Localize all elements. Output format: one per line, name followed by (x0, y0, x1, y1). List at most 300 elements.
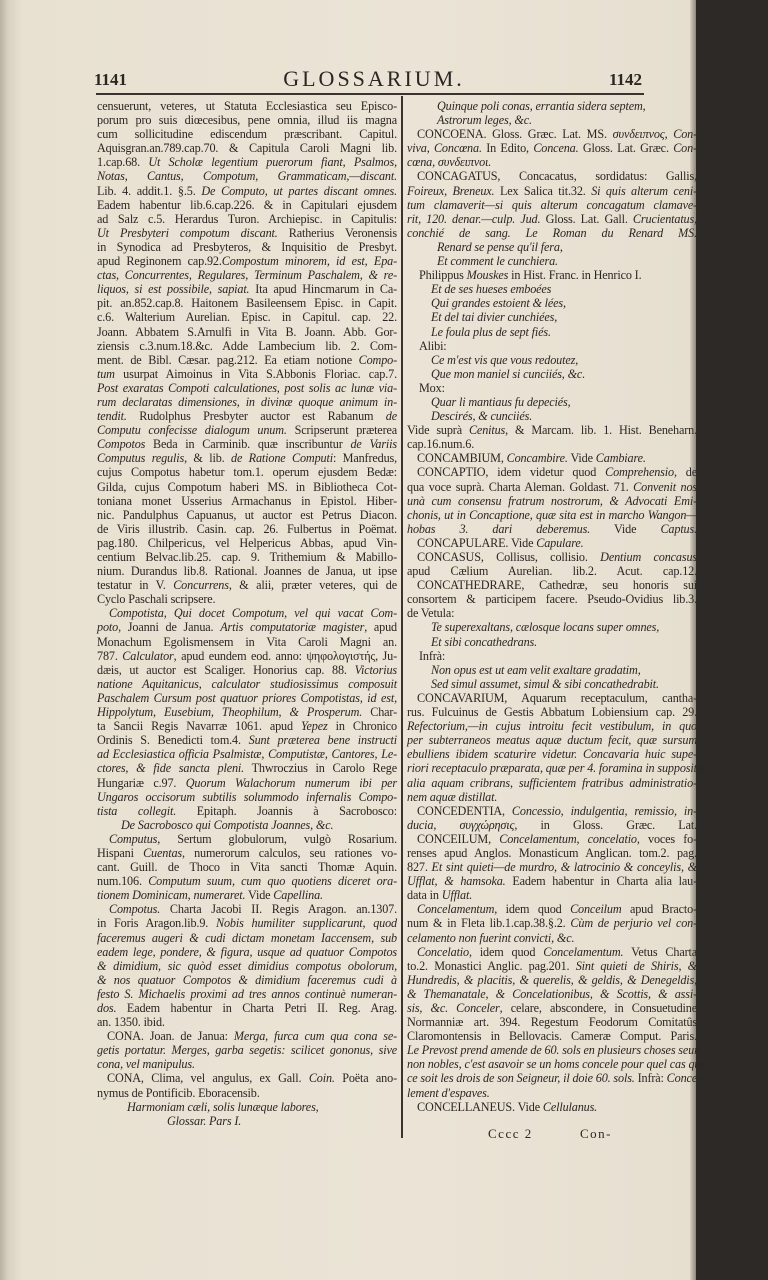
italic-text: ad Ecclesiastica officia Psalmistæ, Computistæ, Cantores, Le- (97, 747, 397, 762)
text-line (97, 1114, 397, 1128)
roman-text: Mox: (419, 380, 445, 395)
roman-text: , idem quod (468, 944, 544, 959)
text-line (97, 973, 397, 987)
text-line (407, 99, 697, 113)
text-line (97, 254, 397, 268)
italic-text: Concessio, indulgentia, remissio, in- (511, 803, 697, 818)
italic-text: unà cum consensu fratrum nostrorum, & Advocati Emi- (407, 493, 697, 508)
text-line (97, 409, 397, 423)
italic-text: chonis, ut in Concaptione, quæ sita est in marcho Wangon— (407, 507, 697, 522)
roman-text: Vide (590, 521, 661, 536)
italic-text: tendit. (97, 409, 127, 424)
text-line (407, 141, 697, 155)
text-line (407, 254, 697, 268)
text-line (97, 719, 397, 733)
italic-text: Notas, Cantus, Compotum, Grammaticam,—discant. (97, 169, 397, 184)
italic-text: De Sacrobosco qui Compotista Joannes, &c. (121, 817, 334, 832)
roman-text: Lex Salica tit.32. (494, 183, 592, 198)
roman-text: Lib. 4. addit.1. §.5. (97, 183, 202, 198)
italic-text: festo S. Michaelis proximi ad tres annos continuè numeran- (97, 986, 397, 1001)
text-line (97, 325, 397, 339)
roman-text: CONCATHEDRARE, Cathedræ, seu honoris sui (417, 578, 697, 593)
italic-text: Con- (673, 141, 697, 156)
text-line (97, 564, 397, 578)
text-line (97, 677, 397, 691)
text-line (97, 620, 397, 634)
roman-text: , & lib. (184, 451, 232, 466)
text-line (407, 804, 697, 818)
text-line (97, 1015, 397, 1029)
text-line (407, 691, 697, 705)
italic-text: Hundredis, & placitis, & querelis, & geldis, & Denegeldis, (407, 972, 697, 987)
roman-text: in Hist. Franc. in Henrico I. (508, 268, 642, 283)
italic-text: Glossar. Pars I. (167, 1113, 242, 1128)
italic-text: Mouskes (466, 268, 509, 283)
text-line (97, 578, 397, 592)
text-line (407, 113, 697, 127)
roman-text: de Viris illustrib. Casin. cap. 26. Fulbertus in Poëmat. (97, 521, 397, 536)
roman-text: Hispani (97, 845, 144, 860)
roman-text: ment. de Bibl. Cæsar. pag.212. Ea etiam notione (97, 352, 359, 367)
roman-text: apud Cælium Aurelian. lib.2. Acut. cap.12. (407, 564, 697, 579)
text-line (407, 226, 697, 240)
text-line (97, 987, 397, 1001)
text-line (97, 367, 397, 381)
right-column (407, 99, 706, 1114)
italic-text: Concelatio (417, 944, 469, 959)
text-line (407, 973, 697, 987)
italic-text: tionem Dominicam, numeraret. (97, 888, 246, 903)
roman-text: nic. Pandulphus Capuanus, ut auctor est Petrus Diacon. (97, 507, 397, 522)
text-line (97, 353, 397, 367)
text-line (407, 945, 697, 959)
roman-text: porum pro suis diœcesibus, pene omnia, illud iis magna (97, 113, 397, 128)
text-line (97, 296, 397, 310)
roman-text: to.2. Monastici Anglic. pag.201. (407, 958, 576, 973)
roman-text: , apud (364, 620, 397, 635)
italic-text: celamento non fuerint convicti, &c. (407, 930, 575, 945)
text-line (97, 169, 397, 183)
text-line (97, 550, 397, 564)
italic-text: cona, vel manipulus. (97, 1057, 195, 1072)
text-line (407, 494, 697, 508)
signature-mark: Cccc 2 (488, 1126, 533, 1141)
roman-text: Hungariæ c.97. (97, 775, 186, 790)
roman-text: in Synodica ad Presbyteros, & Inquisitio de Presbyt. (97, 239, 397, 254)
roman-text: Ita apud Hincmarum in Ca- (249, 282, 397, 297)
italic-text: Paschalem Cursum post quatuor priores Compotistas, id est, (97, 690, 397, 705)
text-line (97, 198, 397, 212)
italic-text: de (385, 409, 397, 424)
roman-text: , Joanni de Janua. (118, 620, 221, 635)
catchword: Con- (580, 1126, 612, 1141)
text-line (407, 888, 697, 902)
page-title: GLOSSARIUM. (283, 66, 465, 91)
text-line (97, 522, 397, 536)
text-line (97, 846, 397, 860)
roman-text: data in (407, 888, 442, 903)
roman-text: CONCAPTIO, idem videtur quod (417, 465, 606, 480)
roman-text: pag.180. Chilpericus, vel Helpericus Abbas, apud Vin- (97, 535, 397, 550)
italic-text: Compotista (109, 606, 164, 621)
roman-text: in Foris Aragon.lib.9. (97, 916, 216, 931)
text-line (407, 846, 697, 860)
italic-text: conchié de sang. Le Roman du Renard MS. (407, 225, 697, 240)
italic-text: ebulliens ibidem scaturire videtur. Concavaria huic supe- (407, 747, 697, 762)
roman-text: ta Sancii Regis Navarræ 1061. apud (97, 719, 301, 734)
italic-text: & Themanatale, & Concelationibus, & Scottis, & assi- (407, 986, 697, 1001)
italic-text: Compostum minorem, id est, Epa- (221, 254, 397, 269)
roman-text: , in Gloss. Græc. Lat. (514, 817, 697, 832)
roman-text: Infrà: (419, 648, 446, 663)
roman-text: nium. Durandus lib.8. Rational. Joannes de Janua, ut ipse (97, 564, 397, 579)
roman-text: Cyclo Paschali scripsere. (97, 592, 216, 607)
text-line (407, 1001, 697, 1015)
italic-text: Et sibi concathedrans. (431, 634, 538, 649)
roman-text: toniana monet Usserius Armachanus in Epistol. Hiber- (97, 493, 397, 508)
italic-text: tum (97, 366, 115, 381)
roman-text: Vide (567, 451, 596, 466)
page-number-left: 1141 (94, 70, 128, 89)
italic-text: de Variis (350, 437, 397, 452)
italic-text: Cenitus (468, 423, 506, 438)
text-line (407, 663, 697, 677)
roman-text: 1.cap.68. (97, 155, 149, 170)
roman-text: Gilda, cujus Compotum haberi MS. in Bibliotheca Cot- (97, 479, 397, 494)
text-line (97, 127, 397, 141)
roman-text: Aquisgran.an.789.cap.70. & Capitula Caroli Magni lib. (97, 141, 397, 156)
italic-text: Captus. (660, 521, 697, 536)
roman-text: : Manfredus, (332, 451, 398, 466)
column-divider (401, 96, 403, 1138)
roman-text: Rudolphus Presbyter auctor est Rabanum (126, 409, 386, 424)
text-line (407, 1086, 697, 1100)
text-line (407, 367, 697, 381)
roman-text: usurpat Aimoinus in Vita S.Abbonis Floriac. cap.7. (114, 366, 397, 381)
italic-text: Computus (109, 831, 158, 846)
text-line (97, 226, 397, 240)
text-line (97, 1071, 397, 1085)
italic-text: Concelamentum. (543, 944, 624, 959)
left-column (97, 99, 397, 1128)
roman-text: , & Marcam. lib. 1. Hist. Beneharn. (505, 423, 697, 438)
text-line (407, 550, 697, 564)
roman-text: Vetus Charta (623, 944, 697, 959)
roman-text: cap.16.num.6. (407, 437, 475, 452)
italic-text: Concena. (533, 141, 579, 156)
text-line (97, 310, 397, 324)
text-line (407, 240, 697, 254)
text-line (97, 465, 397, 479)
italic-text: Non opus est ut eam velit exaltare gradatim, (431, 662, 641, 677)
text-line (97, 945, 397, 959)
text-line (97, 733, 397, 747)
italic-text: Cuentas (143, 845, 182, 860)
italic-text: Te superexaltans, cælosque locans super omnes, (431, 620, 660, 635)
text-line (97, 381, 397, 395)
text-line (407, 353, 697, 367)
italic-text: Concurrens (173, 578, 229, 593)
text-line (97, 860, 397, 874)
italic-text: Computu confecisse dialogum unum. (97, 423, 287, 438)
roman-text: CONCAVARIUM, Aquarum receptaculum, cantha- (417, 690, 697, 705)
roman-text: cant. Guill. de Thoco in Vita sancti Thomæ Aquin. (97, 860, 397, 875)
italic-text: Quar li mantiaus fu depeciés, (431, 394, 571, 409)
italic-text: Conce- (666, 1071, 701, 1086)
text-line (97, 1029, 397, 1043)
roman-text: pit. an.852.cap.8. Haitonem Basileensem Episc. in Capit. (97, 296, 397, 311)
text-line (97, 494, 397, 508)
italic-text: & nos quatuor Compotos & dimidium faceremus cudi à (97, 972, 397, 987)
italic-text: Que mon maniel si cunciiés, &c. (431, 366, 586, 381)
italic-text: Dentium concasus (600, 550, 697, 564)
italic-text: Le foula plus de sept fiés. (431, 324, 551, 339)
text-line (407, 184, 697, 198)
roman-text: Beda in Carminib. quæ inscribuntur (145, 437, 351, 452)
italic-text: De Computo, ut partes discant omnes. (201, 183, 397, 198)
italic-text: Harmoniam cæli, solis lunæque labores, (127, 1099, 319, 1114)
roman-text: Vide suprà (407, 423, 469, 438)
text-line (407, 747, 697, 761)
roman-text: , Sertum globulorum, vulgò Rosarium. (157, 831, 397, 846)
italic-text: Ufflat. (441, 888, 473, 903)
roman-text: Eadem habentur in Charta Petri II. Reg. Arag. (116, 1001, 397, 1015)
text-line (407, 1029, 697, 1043)
italic-text: Coin. (308, 1071, 335, 1086)
text-line (407, 409, 697, 423)
italic-text: non nobles, c'est asavoir se un homs concele pour quel cas que (407, 1057, 706, 1072)
text-line (97, 606, 397, 620)
italic-text: ducia, συγχώρησις (407, 817, 515, 832)
italic-text: Compotos (97, 437, 146, 452)
text-line (407, 1057, 706, 1072)
roman-text: Eadem habentur in Charta alia lau- (505, 874, 697, 889)
roman-text: Infrà: (634, 1071, 667, 1086)
italic-text: Ufflat, & hamsoka. (407, 874, 506, 889)
text-line (97, 874, 397, 888)
italic-text: liquos, si est possibile, sapiat. (97, 282, 250, 297)
italic-text: Nobis humiliter supplicarunt, quod (216, 916, 397, 931)
roman-text: CONCELLANEUS. Vide (417, 1099, 543, 1114)
roman-text: num.106. (97, 874, 149, 889)
text-line (97, 747, 397, 761)
roman-text: Ratherius Veronensis (277, 225, 397, 240)
text-line (407, 212, 697, 226)
text-line (97, 282, 397, 296)
italic-text: Ut Scholæ legentium puerorum fiant, Psalmos, (148, 155, 397, 170)
roman-text: , de (673, 465, 698, 480)
roman-text: Claromontensis in Bellovacis. Cameræ Comput. Paris. (407, 1029, 697, 1044)
roman-text: nymus de Pontificib. Eboracensib. (97, 1085, 260, 1100)
roman-text: apud Bracto- (621, 902, 697, 917)
italic-text: dos. (97, 1001, 117, 1015)
roman-text: CONA. Joan. de Janua: (107, 1029, 234, 1044)
roman-text: Normanniæ art. 394. Regestum Feodorum Comitatûs (407, 1015, 697, 1030)
roman-text: CONCAGATUS, Concacatus, sordidatus: Gallis, (417, 169, 697, 184)
roman-text: , celare, abscondere, in Consuetudine (499, 1001, 697, 1015)
italic-text: Quinque poli conas, errantia sidera septem, (437, 99, 646, 113)
text-line (407, 1043, 697, 1057)
text-line (407, 381, 697, 395)
italic-text: Descirés, & cunciiés. (431, 409, 533, 424)
italic-text: riori receptaculo præparata, quæ per 4. foramina in supposita (407, 761, 703, 776)
italic-text: Ce m'est vis que vous redoutez, (431, 352, 579, 367)
roman-text: dæis, ut auctor est Scaliger. Honorius cap. 88. (97, 662, 355, 677)
text-line (407, 818, 697, 832)
italic-text: Et de ses hueses emboées (431, 282, 552, 297)
text-line (97, 790, 397, 804)
roman-text: de Vetula: (407, 606, 455, 621)
roman-text: rus. Fulcuinus de Gestis Abbatum Lobiensium cap. 29. (407, 705, 697, 720)
italic-text: Crucientatus, (632, 211, 697, 226)
text-line (97, 99, 397, 113)
italic-text: Concelamentum, concelatio (499, 831, 637, 846)
roman-text: Gloss. Lat. Gall. (540, 211, 633, 226)
italic-text: poto (97, 620, 119, 635)
text-line (407, 987, 697, 1001)
text-line (407, 508, 697, 522)
running-header (94, 66, 698, 92)
text-line (97, 141, 397, 155)
text-line (97, 663, 397, 677)
roman-text: , (163, 606, 174, 621)
roman-text: , idem quod (494, 902, 571, 917)
text-line (407, 578, 697, 592)
text-line (407, 790, 697, 804)
italic-text: & dimidium, sic quòd esset dimidius compotus obolorum, (97, 958, 397, 973)
roman-text: Epitaph. Joannis à Sacrobosco: (176, 803, 397, 818)
text-line (407, 169, 697, 183)
italic-text: Yepez (301, 719, 328, 734)
text-line (407, 1100, 697, 1114)
italic-text: Et del tai divier cunchiées, (431, 310, 558, 325)
italic-text: faceremus augeri & cudi dictam monetam Iaccensem, sub (97, 930, 397, 945)
roman-text: , numerorum calculos, seu rationes vo- (181, 845, 397, 860)
text-line (97, 423, 397, 437)
text-line (97, 705, 397, 719)
text-line (407, 733, 697, 747)
roman-text: Vide (245, 888, 274, 903)
italic-text: Conceilum (570, 902, 622, 917)
roman-text: , & alii, præter veteres, qui de (228, 578, 397, 593)
text-line (97, 437, 397, 451)
italic-text: cœna, συνδειπνοι. (407, 155, 492, 170)
text-line (407, 423, 697, 437)
text-line (407, 776, 697, 790)
text-line (407, 902, 697, 916)
italic-text: Foireux, Breneux. (407, 183, 495, 198)
text-line (97, 959, 397, 973)
text-line (97, 649, 397, 663)
text-line (407, 1071, 701, 1086)
roman-text: CONCASUS, Collisus, collisio. (417, 550, 601, 564)
italic-text: per subterraneos meatus aquæ ductum fecit, quæ sursum (407, 733, 697, 748)
text-line (97, 1100, 397, 1114)
roman-text: an. 1350. ibid. (97, 1015, 165, 1030)
italic-text: Computum suum, cum quo quotiens diceret ora- (148, 874, 397, 889)
italic-text: Cellulanus. (542, 1099, 598, 1114)
italic-text: sis, &c. Conceler (407, 1001, 500, 1015)
italic-text: Victorius (354, 662, 397, 677)
text-line (97, 268, 397, 282)
roman-text: Charta Jacobi II. Regis Aragon. an.1307. (160, 902, 397, 917)
text-line (97, 480, 397, 494)
text-line (97, 832, 397, 846)
italic-text: lement d'espaves. (407, 1085, 490, 1100)
text-line (407, 465, 697, 479)
roman-text: ziensis c.3.num.18.&c. Adde Lambecium lib. 2. Com- (97, 338, 397, 353)
text-line (407, 339, 697, 353)
italic-text: rum declaratas dimensiones, in divinæ quoque animum in- (97, 394, 397, 409)
italic-text: getis portatur. Merges, garba segetis: scilicet gononus, sive (97, 1043, 397, 1058)
italic-text: Comprehensio (605, 465, 674, 480)
italic-text: alia aquam cribrans, sufficientem fratribus administratio- (407, 775, 697, 790)
italic-text: Quorum Walachorum numerum ibi per (185, 775, 397, 790)
roman-text: renses apud Anglos. Monasticum Anglican. tom.2. pag. (407, 845, 697, 860)
italic-text: tum clamaverit—si quis alterum concagatum clamave- (407, 197, 697, 212)
italic-text: rit, 120. denar.—culp. Jud. (407, 211, 541, 226)
italic-text: Et sint quieti—de murdro, & latrocinio & conceylis, & (431, 860, 697, 875)
text-line (407, 677, 697, 691)
italic-text: Sint quieti de Shiris, & (575, 958, 698, 973)
roman-text: Scripserunt præterea (286, 423, 397, 438)
text-line (407, 959, 697, 973)
roman-text: In Edito, (481, 141, 534, 156)
italic-text: Artis computatoriæ magister (220, 620, 365, 635)
roman-text: Poëta ano- (334, 1071, 397, 1086)
italic-text: de Ratione Computi (231, 451, 333, 466)
text-line (97, 395, 397, 409)
roman-text: testatur in V. (97, 578, 174, 593)
roman-text: CONCAMBIUM, (417, 451, 507, 466)
italic-text: eadem lege, pondere, & figura, usque ad quatuor Compotos (97, 944, 397, 959)
italic-text: Sunt præterea bene instructi (248, 733, 397, 748)
text-line (97, 818, 397, 832)
text-line (407, 874, 697, 888)
text-line (97, 592, 397, 606)
text-line (97, 536, 397, 550)
text-line (97, 240, 397, 254)
italic-text: Compo- (358, 352, 397, 367)
text-line (97, 916, 397, 930)
text-line (97, 508, 397, 522)
text-line (407, 325, 697, 339)
text-line (97, 113, 397, 127)
text-line (97, 776, 397, 790)
italic-text: Qui docet Compotum, vel qui vacat Com- (173, 606, 397, 621)
text-line (407, 916, 697, 930)
page-number-right: 1142 (608, 70, 642, 89)
text-line (407, 564, 697, 578)
italic-text: Concelamentum (417, 902, 495, 917)
italic-text: Renard se pense qu'il fera, (437, 239, 563, 254)
italic-text: Ut Presbyteri compotum discant. (97, 225, 278, 240)
italic-text: Convenit nos (633, 479, 697, 494)
roman-text: Monachum Egolismensem in Vita Caroli Magni an. (97, 634, 397, 649)
roman-text: cum sollicitudine ediscendum præscribant. Capitul. (97, 127, 397, 142)
italic-text: Cambiare. (595, 451, 646, 466)
roman-text: c.6. Walterium Aurelian. Episc. in Capitul. cap. 22. (97, 310, 397, 325)
text-line (407, 155, 697, 169)
roman-text: Joann. Abbatem S.Arnulfi in Vita B. Joann. Abb. Gor- (97, 324, 397, 339)
text-line (407, 296, 697, 310)
text-line (407, 635, 697, 649)
text-line (407, 536, 697, 550)
text-line (97, 902, 397, 916)
text-line (407, 282, 697, 296)
text-line (407, 705, 697, 719)
italic-text: natione Aquitanicus, calculator studiosissimus composuit (97, 676, 397, 691)
